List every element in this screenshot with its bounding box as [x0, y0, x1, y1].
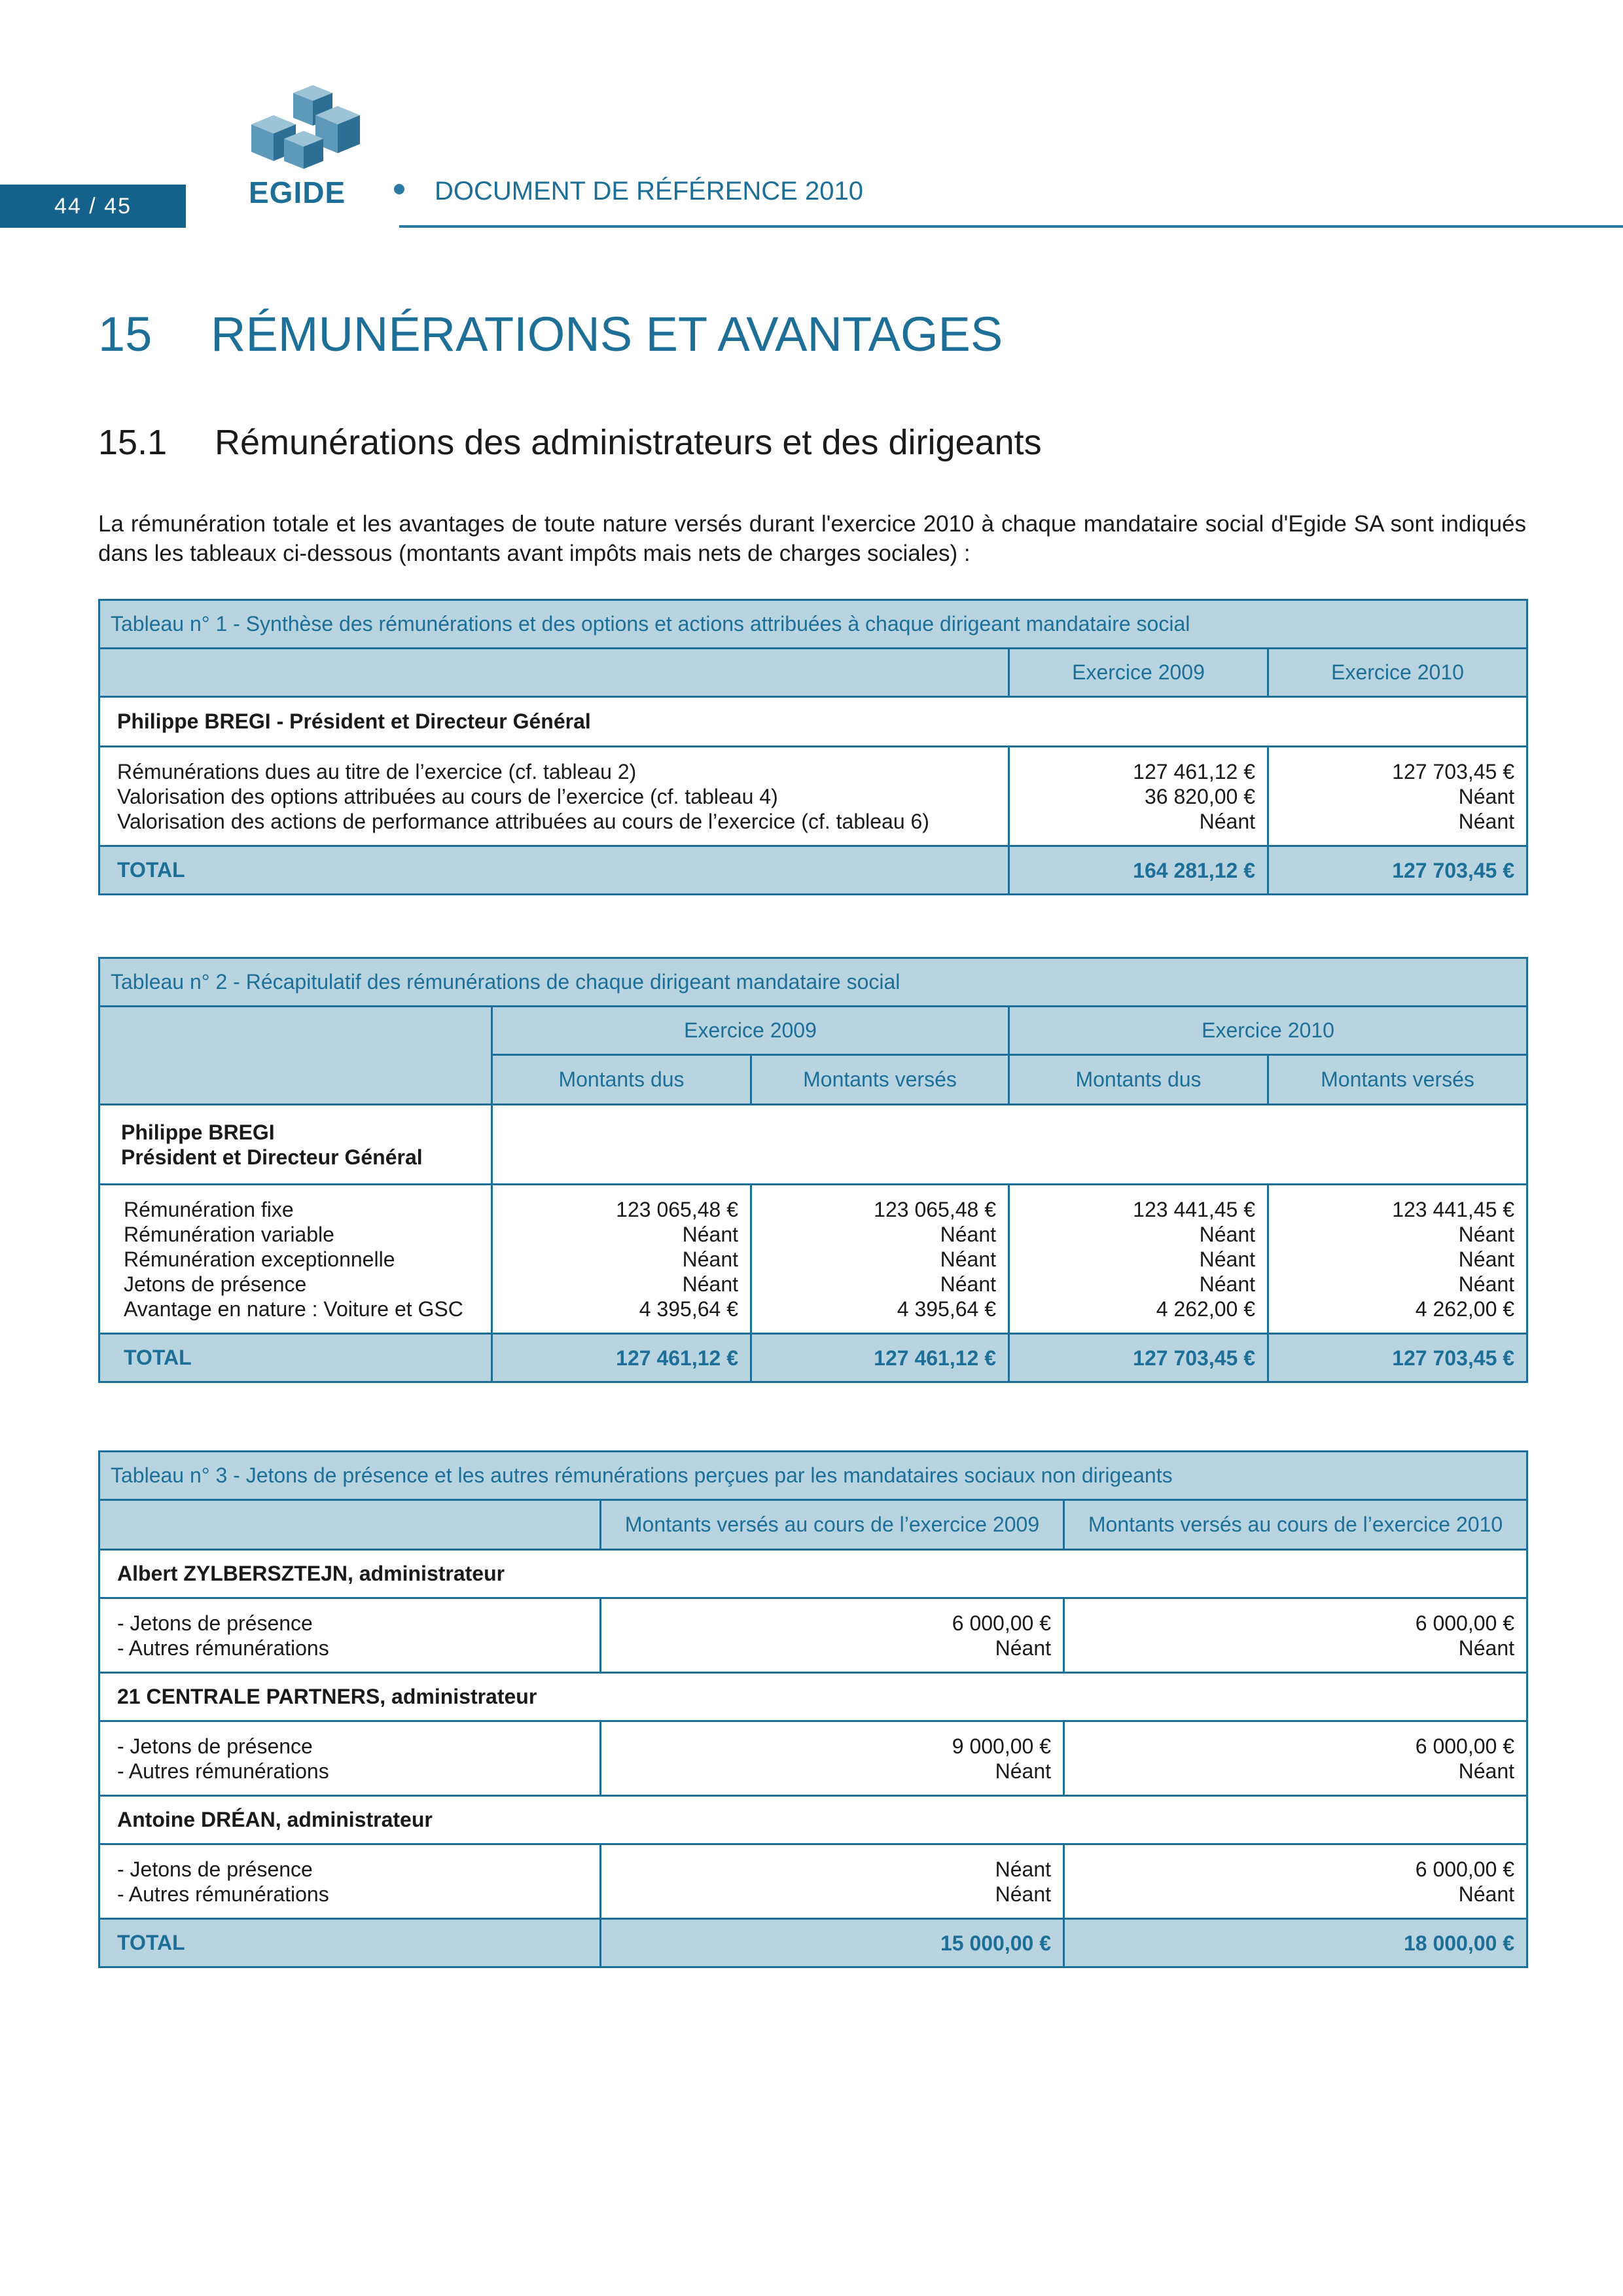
cell-value: Néant	[1458, 1759, 1514, 1783]
cell-value: 127 703,45 €	[1392, 759, 1515, 783]
cubes-logo-icon	[247, 85, 365, 207]
cell-value: Néant	[940, 1247, 996, 1271]
cell-value: 4 262,00 €	[1415, 1297, 1515, 1321]
total-row	[99, 1334, 1527, 1382]
cell-value: 6 000,00 €	[952, 1611, 1051, 1635]
total-value: 15 000,00 €	[601, 1919, 1064, 1967]
person-name: Philippe BREGI - Président et Directeur Général	[99, 697, 1527, 747]
row-label: - Autres rémunérations	[117, 1636, 329, 1660]
cell-value: Néant	[682, 1247, 738, 1271]
cell-value: Néant	[1458, 1882, 1514, 1906]
cell-value: 123 441,45 €	[1133, 1197, 1255, 1221]
row-label: Valorisation des actions de performance attribuées au cours de l’exercice (cf. tableau 6)	[117, 809, 929, 833]
cell-value: 6 000,00 €	[1415, 1857, 1514, 1881]
cell-value: 123 065,48 €	[874, 1197, 996, 1221]
cell-value: Néant	[1199, 809, 1255, 833]
table-row	[99, 1721, 1527, 1796]
year-header: Exercice 2009	[492, 1007, 1009, 1055]
header-bullet	[394, 184, 404, 194]
row-label: - Autres rémunérations	[117, 1882, 329, 1906]
table-1-caption: Tableau n° 1 - Synthèse des rémunérations et des options et actions attribuées à chaque dirigeant mandataire social	[99, 600, 1527, 649]
cell-value: Néant	[1199, 1272, 1255, 1296]
person-name: Albert ZYLBERSZTEJN, administrateur	[99, 1550, 1527, 1598]
cell-value: 127 461,12 €	[1133, 759, 1255, 783]
person-role: Président et Directeur Général	[121, 1145, 423, 1169]
cell-value: Néant	[682, 1272, 738, 1296]
column-header: Montants versés	[1268, 1055, 1527, 1105]
cell-value: Néant	[940, 1222, 996, 1246]
cell-value: Néant	[995, 1857, 1051, 1881]
row-label: - Autres rémunérations	[117, 1759, 329, 1783]
cell-value: 4 395,64 €	[639, 1297, 738, 1321]
row-label: Rémunérations dues au titre de l’exercice (cf. tableau 2)	[117, 759, 637, 783]
total-label: TOTAL	[99, 846, 1009, 895]
table-2-caption: Tableau n° 2 - Récapitulatif des rémunérations de chaque dirigeant mandataire social	[99, 958, 1527, 1007]
table-row	[99, 747, 1527, 846]
cell-value: Néant	[995, 1636, 1051, 1660]
cell-value: 6 000,00 €	[1415, 1734, 1514, 1758]
table-row	[99, 1844, 1527, 1919]
cell-value: Néant	[1199, 1222, 1255, 1246]
total-value: 164 281,12 €	[1009, 846, 1268, 895]
cell-value: 4 262,00 €	[1156, 1297, 1255, 1321]
year-header: Exercice 2010	[1009, 1007, 1527, 1055]
table-3	[98, 1450, 1528, 1968]
person-name: Philippe BREGI	[121, 1120, 275, 1144]
cell-value: 123 065,48 €	[616, 1197, 738, 1221]
row-label: - Jetons de présence	[117, 1857, 313, 1881]
row-label: Jetons de présence	[124, 1272, 307, 1296]
total-value: 18 000,00 €	[1064, 1919, 1527, 1967]
cell-value: Néant	[1458, 1636, 1514, 1660]
chapter-title: RÉMUNÉRATIONS ET AVANTAGES	[211, 307, 1003, 361]
cell-value: Néant	[995, 1882, 1051, 1906]
document-title: DOCUMENT DE RÉFÉRENCE 2010	[435, 177, 863, 206]
column-header: Montants versés au cours de l’exercice 2010	[1064, 1500, 1527, 1550]
row-label: Valorisation des options attribuées au cours de l’exercice (cf. tableau 4)	[117, 784, 778, 808]
cell-value: 6 000,00 €	[1415, 1611, 1514, 1635]
logo-text: EGIDE	[249, 175, 346, 207]
section-title: Rémunérations des administrateurs et des dirigeants	[215, 423, 1042, 462]
total-row	[99, 846, 1527, 895]
cell-value: 9 000,00 €	[952, 1734, 1051, 1758]
total-value: 127 703,45 €	[1009, 1334, 1268, 1382]
table-1	[98, 599, 1528, 895]
total-label: TOTAL	[99, 1334, 492, 1382]
cell-value: Néant	[1458, 1247, 1515, 1271]
chapter-number: 15	[98, 307, 152, 361]
cell-value: Néant	[995, 1759, 1051, 1783]
egide-logo	[247, 85, 365, 207]
total-label: TOTAL	[99, 1919, 601, 1967]
row-label: Rémunération exceptionnelle	[124, 1247, 395, 1271]
row-label: Rémunération fixe	[124, 1197, 294, 1221]
cell-value: Néant	[1458, 784, 1515, 808]
total-value: 127 461,12 €	[751, 1334, 1009, 1382]
page-number: 44 / 45	[54, 193, 132, 219]
row-label: Rémunération variable	[124, 1222, 334, 1246]
person-name: Antoine DRÉAN, administrateur	[99, 1796, 1527, 1844]
column-header: Exercice 2010	[1268, 649, 1527, 697]
column-header: Montants dus	[1009, 1055, 1268, 1105]
total-value: 127 703,45 €	[1268, 846, 1527, 895]
cell-value: Néant	[682, 1222, 738, 1246]
column-header: Montants versés au cours de l’exercice 2009	[601, 1500, 1064, 1550]
cell-value: Néant	[940, 1272, 996, 1296]
column-header: Montants dus	[492, 1055, 751, 1105]
cell-value: 36 820,00 €	[1144, 784, 1255, 808]
section-number: 15.1	[98, 423, 168, 462]
page-number-badge	[0, 185, 186, 228]
total-row	[99, 1919, 1527, 1967]
table-2	[98, 957, 1528, 1383]
row-label: Avantage en nature : Voiture et GSC	[124, 1297, 463, 1321]
intro-paragraph: La rémunération totale et les avantages de toute nature versés durant l'exercice 2010 à chaque mandataire social d'Egide SA sont indiqués dans les tableaux ci-dessous (montants avant impôts mais nets de charges sociales) :	[98, 511, 1526, 566]
column-header: Exercice 2009	[1009, 649, 1268, 697]
total-value: 127 461,12 €	[492, 1334, 751, 1382]
cell-value: 4 395,64 €	[897, 1297, 996, 1321]
cell-value: Néant	[1199, 1247, 1255, 1271]
total-value: 127 703,45 €	[1268, 1334, 1527, 1382]
table-row	[99, 1185, 1527, 1334]
row-label: - Jetons de présence	[117, 1734, 313, 1758]
table-row	[99, 1598, 1527, 1673]
cell-value: Néant	[1458, 1272, 1515, 1296]
person-name: 21 CENTRALE PARTNERS, administrateur	[99, 1673, 1527, 1721]
table-3-caption: Tableau n° 3 - Jetons de présence et les autres rémunérations perçues par les mandataires sociaux non dirigeants	[99, 1452, 1527, 1500]
cell-value: Néant	[1458, 809, 1515, 833]
cell-value: 123 441,45 €	[1392, 1197, 1515, 1221]
row-label: - Jetons de présence	[117, 1611, 313, 1635]
header-rule	[399, 225, 1623, 228]
column-header: Montants versés	[751, 1055, 1009, 1105]
cell-value: Néant	[1458, 1222, 1515, 1246]
